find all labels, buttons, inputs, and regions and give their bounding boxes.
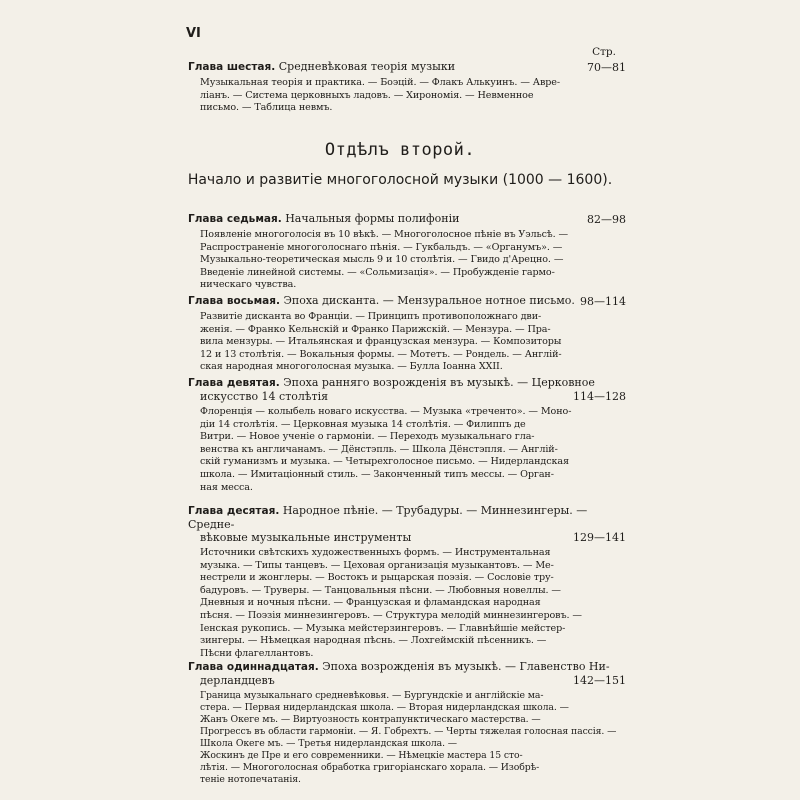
summary-line: Граница музыкальнаго средневѣковья. — Бургундскіе и англійскіе ма- — [200, 690, 544, 701]
chapter-summary — [200, 229, 626, 292]
summary-line: письмо. — Таблица невмъ. — [200, 102, 333, 114]
chapter-label: Глава девятая. — [188, 377, 280, 389]
entry-heading — [188, 60, 626, 74]
chapter-title-cont: вѣковые музыкальные инструменты — [200, 531, 412, 544]
summary-line: вила мензуры. — Итальянская и французская мензура. — Композиторы — [200, 336, 562, 348]
summary-line: Дневныя и ночныя пѣсни. — Французская и фламандская народная — [200, 597, 541, 609]
summary-line: нестрели и жонглеры. — Востокъ и рыцарская поэзія. — Сословіе тру- — [200, 572, 554, 584]
summary-line: школа. — Имитаціонный стиль. — Законченный типъ мессы. — Орган- — [200, 468, 554, 480]
chapter-summary — [200, 690, 626, 786]
chapter-title: Эпоха ранняго возрожденія въ музыкѣ. — Церковное — [283, 376, 595, 389]
summary-line: пѣсня. — Поэзія миннезингеровъ. — Структура мелодій миннезингеровъ. — — [200, 609, 582, 621]
section-subtitle: Начало и развитіе многоголосной музыки (1000 — 1600). — [187, 172, 613, 188]
page-number: VI — [186, 26, 201, 41]
summary-line: ская народная многоголосная музыка. — Булла Іоанна XXII. — [200, 361, 503, 373]
summary-line: Источники свѣтскихъ художественныхъ формъ. — Инструментальная — [200, 547, 551, 558]
chapter-pages: 70—81 — [587, 61, 626, 74]
summary-line: музыка. — Типы танцевъ. — Цеховая организація музыкантовъ. — Ме- — [200, 559, 554, 571]
summary-line: Развитіе дисканта во Франціи. — Принципъ противоположнаго дви- — [200, 311, 542, 322]
chapter-label: Глава седьмая. — [188, 213, 282, 225]
summary-line: Жоскинъ де Пре и его современники. — Нѣмецкіе мастера 15 сто- — [200, 750, 523, 761]
chapter-title-cont: искусство 14 столѣтія — [200, 390, 329, 403]
toc-entry-ch7 — [188, 212, 626, 292]
chapter-title-cont: дерландцевъ — [200, 674, 275, 687]
summary-line: Прогрессъ въ области гармоніи. — Я. Гобрехтъ. — Черты тяжелая голосная пассія. — Школа Океге мъ. — Третья нидерландская школа. — — [200, 726, 617, 749]
chapter-summary — [200, 77, 626, 115]
summary-line: Музыкально-теоретическая мысль 9 и 10 столѣтія. — Гвидо д'Арецно. — — [200, 254, 564, 266]
summary-line: Витри. — Новое ученіе о гармоніи. — Переходъ музыкальнаго гла- — [200, 431, 535, 443]
summary-line: ліанъ. — Система церковныхъ ладовъ. — Хирономія. — Невменное — [200, 89, 534, 101]
chapter-title: Эпоха возрожденія въ музыкѣ. — Главенство Ни- — [322, 660, 610, 673]
chapter-pages: 98—114 — [580, 295, 626, 308]
chapter-title: Начальныя формы полифоніи — [285, 212, 460, 225]
summary-line: Флоренція — колыбель новаго искусства. — Музыка «треченто». — Моно- — [200, 406, 572, 417]
entry-heading-cont — [200, 531, 626, 544]
chapter-title: Эпоха дисканта. — Мензуральное нотное письмо. — [283, 294, 575, 307]
entry-heading-cont — [200, 674, 626, 687]
chapter-label: Глава десятая. — [188, 505, 280, 517]
summary-line: Музыкальная теорія и практика. — Боэцій. — Флакъ Алькуинъ. — Авре- — [200, 77, 561, 88]
summary-line: Появленіе многоголосія въ 10 вѣкѣ. — Многоголосное пѣніе въ Уэльсѣ. — — [200, 229, 568, 240]
summary-line: скій гуманизмъ и музыка. — Четырехголосное письмо. — Нидерландская — [200, 456, 569, 468]
summary-line: зингеры. — Нѣмецкая народная пѣснь. — Лохгеймскій пѣсенникъ. — — [200, 635, 547, 647]
summary-line: діи 14 столѣтія. — Церковная музыка 14 столѣтія. — Филиппъ де — [200, 418, 526, 430]
summary-line: лѣтія. — Многоголосная обработка григоріанскаго хорала. — Изобрѣ- — [200, 762, 540, 773]
chapter-pages: 114—128 — [573, 390, 626, 403]
summary-line: венства къ англичанамъ. — Дёнстэпль. — Школа Дёнстэпля. — Англій- — [200, 443, 558, 455]
pages-column-label: Стр. — [592, 46, 616, 58]
entry-heading — [188, 504, 626, 531]
chapter-label: Глава шестая. — [188, 61, 276, 73]
entry-heading-cont — [200, 390, 626, 403]
entry-heading — [188, 294, 626, 308]
chapter-summary — [200, 311, 626, 374]
summary-line: Введеніе линейной системы. — «Сольмизація». — Пробужденіе гармо- — [200, 266, 555, 278]
chapter-title: Средневѣковая теорія музыки — [278, 60, 456, 73]
chapter-pages: 142—151 — [573, 674, 626, 687]
toc-entry-ch8 — [188, 294, 626, 374]
entry-heading — [188, 660, 626, 674]
summary-line: бадуровъ. — Труверы. — Танцовальныя пѣсни. — Любовныя новеллы. — — [200, 584, 561, 596]
summary-line: Распространеніе многоголоснаго пѣнія. — Гукбальдъ. — «Органумъ». — — [200, 241, 563, 253]
chapter-pages: 82—98 — [587, 213, 626, 226]
entry-heading — [188, 376, 626, 390]
summary-line: стера. — Первая нидерландская школа. — Вторая нидерландская школа. — — [200, 702, 569, 713]
chapter-summary — [200, 547, 626, 660]
entry-heading — [188, 212, 626, 226]
summary-line: Іенская рукопись. — Музыка мейстерзингеровъ. — Главнѣйшіе мейстер- — [200, 622, 566, 634]
summary-line: 12 и 13 столѣтія. — Вокальныя формы. — Мотетъ. — Рондель. — Англій- — [200, 348, 562, 360]
toc-entry-ch11 — [188, 660, 626, 786]
chapter-pages: 129—141 — [573, 531, 626, 544]
chapter-label: Глава восьмая. — [188, 295, 280, 307]
chapter-label: Глава одиннадцатая. — [188, 661, 319, 673]
summary-line: женія. — Франко Кельнскій и Франко Парижскій. — Мензура. — Пра- — [200, 323, 551, 335]
chapter-summary — [200, 406, 626, 494]
toc-entry-ch6 — [188, 60, 626, 115]
chapter-title: Народное пѣніе. — Трубадуры. — Миннезингеры. — Средне- — [188, 504, 588, 531]
section-title: Отдѣлъ второй. — [324, 140, 476, 160]
summary-line: Жанъ Океге мъ. — Виртуозность контрапунктическаго мастерства. — — [200, 714, 541, 725]
summary-line: ническаго чувства. — [200, 279, 297, 291]
toc-entry-ch9 — [188, 376, 626, 494]
summary-line: ная месса. — [200, 481, 253, 493]
toc-entry-ch10 — [188, 504, 626, 660]
summary-line: Пѣсни флагеллантовъ. — [200, 647, 314, 659]
summary-line: теніе нотопечатанія. — [200, 774, 301, 785]
